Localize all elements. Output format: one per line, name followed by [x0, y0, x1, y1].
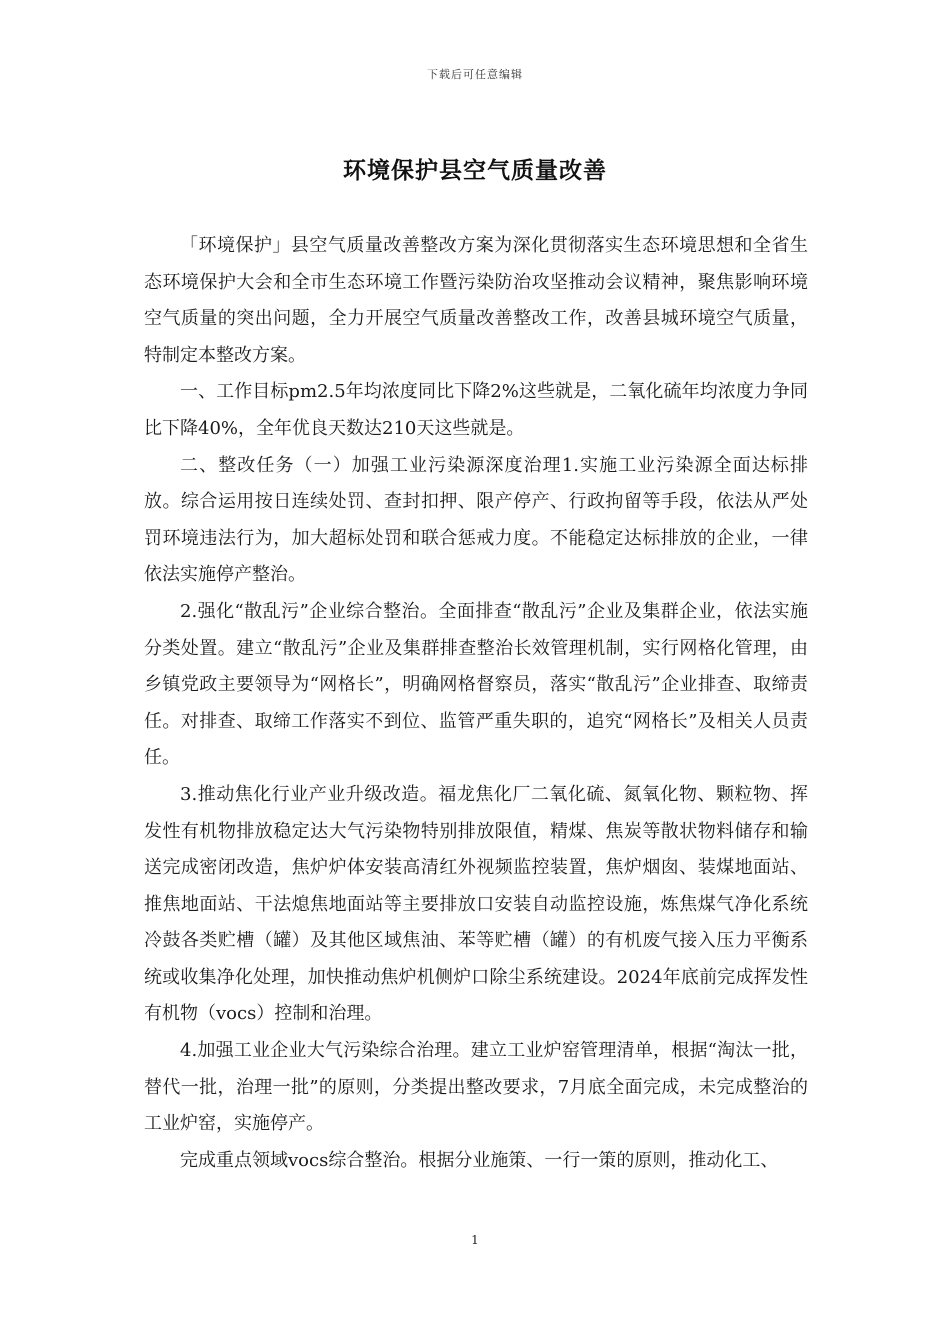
paragraph-task-3: 3.推动焦化行业产业升级改造。福龙焦化厂二氧化硫、氮氧化物、颗粒物、挥发性有机物排放稳定达大气污染物特别排放限值，精煤、焦炭等散状物料储存和输送完成密闭改造，焦炉炉体安装高清红外视频监控装置，焦炉烟囱、装煤地面站、推焦地面站、干法熄焦地面站等主要排放口安装自动监控设施，炼焦煤气净化系统冷鼓各类贮槽（罐）及其他区域焦油、苯等贮槽（罐）的有机废气接入压力平衡系统或收集净化处理，加快推动焦炉机侧炉口除尘系统建设。2024年底前完成挥发性有机物（vocs）控制和治理。	[144, 783, 808, 1025]
paragraph-intro: 「环境保护」县空气质量改善整改方案为深化贯彻落实生态环境思想和全省生态环境保护大会和全市生态环境工作暨污染防治攻坚推动会议精神，聚焦影响环境空气质量的突出问题，全力开展空气质量改善整改工作，改善县城环境空气质量，特制定本整改方案。	[144, 235, 808, 366]
page-header: 下载后可任意编辑	[427, 68, 523, 81]
document-title: 环境保护县空气质量改善	[343, 157, 607, 184]
paragraph-task-4: 4.加强工业企业大气污染综合治理。建立工业炉窑管理清单，根据“淘汰一批，替代一批，治理一批”的原则，分类提出整改要求，7月底全面完成，未完成整治的工业炉窑，实施停产。	[144, 1040, 808, 1135]
paragraph-task-2: 2.强化“散乱污”企业综合整治。全面排查“散乱污”企业及集群企业，依法实施分类处置。建立“散乱污”企业及集群排查整治长效管理机制，实行网格化管理，由乡镇党政主要领导为“网格长”，明确网格督察员，落实“散乱污”企业排查、取缔责任。对排查、取缔工作落实不到位、监管严重失职的，追究“网格长”及相关人员责任。	[144, 600, 808, 769]
page-number: 1	[471, 1233, 479, 1247]
paragraph-goals: 一、工作目标pm2.5年均浓度同比下降2%这些就是，二氧化硫年均浓度力争同比下降40%，全年优良天数达210天这些就是。	[144, 381, 808, 439]
paragraph-vocs: 完成重点领域vocs综合整治。根据分业施策、一行一策的原则，推动化工、	[180, 1149, 779, 1171]
document-body	[144, 228, 808, 1179]
paragraph-tasks: 二、整改任务（一）加强工业污染源深度治理1.实施工业污染源全面达标排放。综合运用按日连续处罚、查封扣押、限产停产、行政拘留等手段，依法从严处罚环境违法行为，加大超标处罚和联合惩戒力度。不能稳定达标排放的企业，一律依法实施停产整治。	[144, 454, 808, 586]
